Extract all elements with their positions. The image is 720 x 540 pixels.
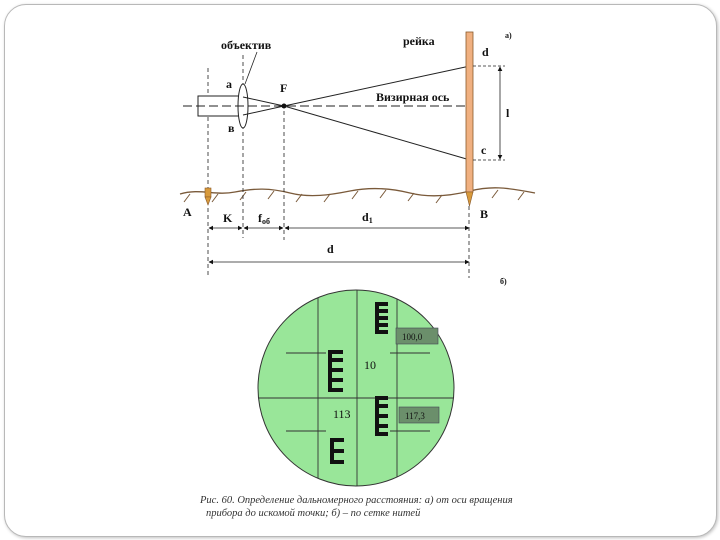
panel-a-label: а) — [505, 31, 512, 40]
point-a-label: а — [226, 77, 232, 91]
reading-lower: 117,3 — [405, 411, 425, 421]
sight-axis-label: Визирная ось — [376, 90, 450, 104]
panel-b-label: б) — [500, 277, 507, 286]
rod-span-label: l — [506, 106, 510, 120]
ray-upper-lens — [243, 97, 284, 106]
caption-line-2: прибора до искомой точки; б) – по сетке нитей — [206, 508, 421, 519]
dim-d1-label: d1 — [362, 210, 373, 225]
ground-point-A: А — [183, 205, 192, 219]
peg-a — [205, 188, 211, 197]
caption-line-1: Рис. 60. Определение дальномерного расстояния: а) от оси вращения — [200, 495, 513, 506]
dim-d-label: d — [327, 242, 334, 256]
leveling-rod — [466, 32, 473, 192]
rod-number-10: 10 — [364, 358, 376, 372]
rod-top-label: d — [482, 45, 489, 59]
ray-lower-lens — [243, 106, 284, 115]
rod-bottom-label: c — [481, 143, 487, 157]
dim-K-label: K — [223, 211, 233, 225]
diagram-a — [180, 31, 535, 278]
point-b-label: в — [228, 121, 235, 135]
figure-caption — [200, 494, 560, 520]
focus-label: F — [280, 81, 288, 95]
diagram-b — [258, 277, 507, 486]
rod-number-113: 113 — [333, 407, 351, 421]
rod-mark-bottom — [330, 438, 344, 464]
lens-leader — [245, 52, 257, 84]
reading-upper: 100,0 — [402, 332, 423, 342]
eyepiece-field — [258, 290, 454, 486]
ray-to-c — [284, 106, 470, 160]
rod-label: рейка — [403, 34, 435, 48]
dim-f-label: fоб — [258, 211, 270, 226]
lens-label: объектив — [221, 38, 272, 52]
ground-point-B: В — [480, 207, 489, 221]
focus-point — [282, 104, 287, 109]
rod-peg — [466, 192, 473, 206]
